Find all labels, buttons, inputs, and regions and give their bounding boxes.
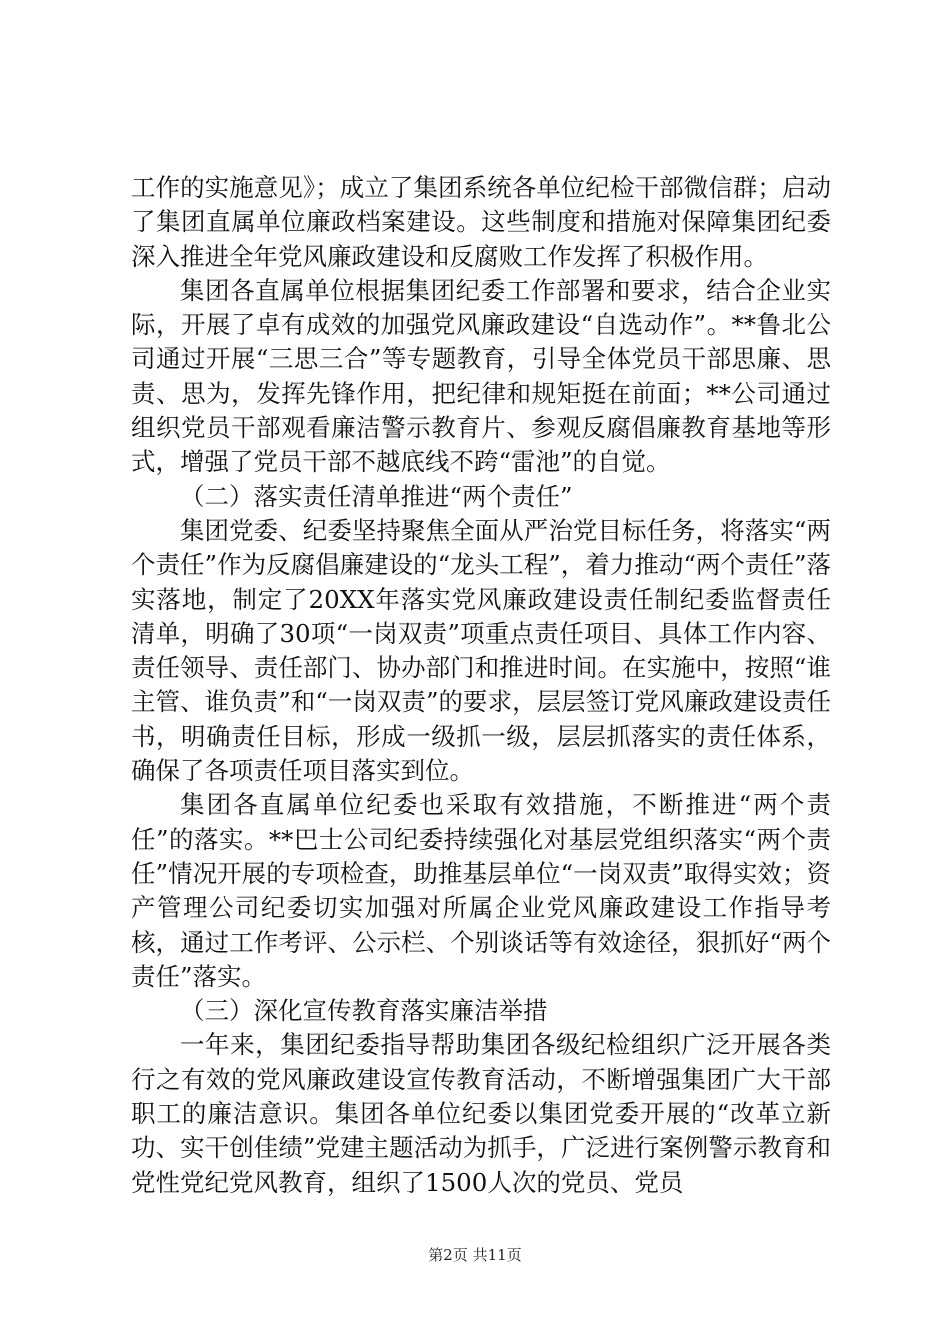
paragraph: 集团各直属单位根据集团纪委工作部署和要求，结合企业实际，开展了卓有成效的加强党风廉政建设“自选动作”。**鲁北公司通过开展“三思三合”等专题教育，引导全体党员干部思廉、思责、思为，发挥先锋作用，把纪律和规矩挺在前面；**公司通过组织党员干部观看廉洁警示教育片、参观反腐倡廉教育基地等形式，增强了党员干部不越底线不跨“雷池”的自觉。 <box>131 275 831 477</box>
document-body <box>131 171 831 1200</box>
paragraph: 一年来，集团纪委指导帮助集团各级纪检组织广泛开展各类行之有效的党风廉政建设宣传教育活动，不断增强集团广大干部职工的廉洁意识。集团各单位纪委以集团党委开展的“改革立新功、实干创佳绩”党建主题活动为抓手，广泛进行案例警示教育和党性党纪党风教育，组织了1500人次的党员、党员 <box>131 1030 831 1197</box>
section-heading: （三）深化宣传教育落实廉洁举措 <box>180 996 548 1026</box>
paragraph: 集团党委、纪委坚持聚焦全面从严治党目标任务，将落实“两个责任”作为反腐倡廉建设的“龙头工程”，着力推动“两个责任”落实落地，制定了20XX年落实党风廉政建设责任制纪委监督责任清单，明确了30项“一岗双责”项重点责任项目、具体工作内容、责任领导、责任部门、协办部门和推进时间。在实施中，按照“谁主管、谁负责”和“一岗双责”的要求，层层签订党风廉政建设责任书，明确责任目标，形成一级抓一级，层层抓落实的责任体系，确保了各项责任项目落实到位。 <box>131 515 831 786</box>
section-heading: （二）落实责任清单推进“两个责任” <box>180 481 573 511</box>
page-footer: 第2页 共11页 <box>428 1246 522 1264</box>
paragraph: 集团各直属单位纪委也采取有效措施，不断推进“两个责任”的落实。**巴士公司纪委持续强化对基层党组织落实“两个责任”情况开展的专项检查，助推基层单位“一岗双责”取得实效；资产管理公司纪委切实加强对所属企业党风廉政建设工作指导考核，通过工作考评、公示栏、个别谈话等有效途径，狠抓好“两个责任”落实。 <box>131 790 831 991</box>
paragraph-continuation: 工作的实施意见》；成立了集团系统各单位纪检干部微信群；启动了集团直属单位廉政档案建设。这些制度和措施对保障集团纪委深入推进全年党风廉政建设和反腐败工作发挥了积极作用。 <box>131 173 831 271</box>
